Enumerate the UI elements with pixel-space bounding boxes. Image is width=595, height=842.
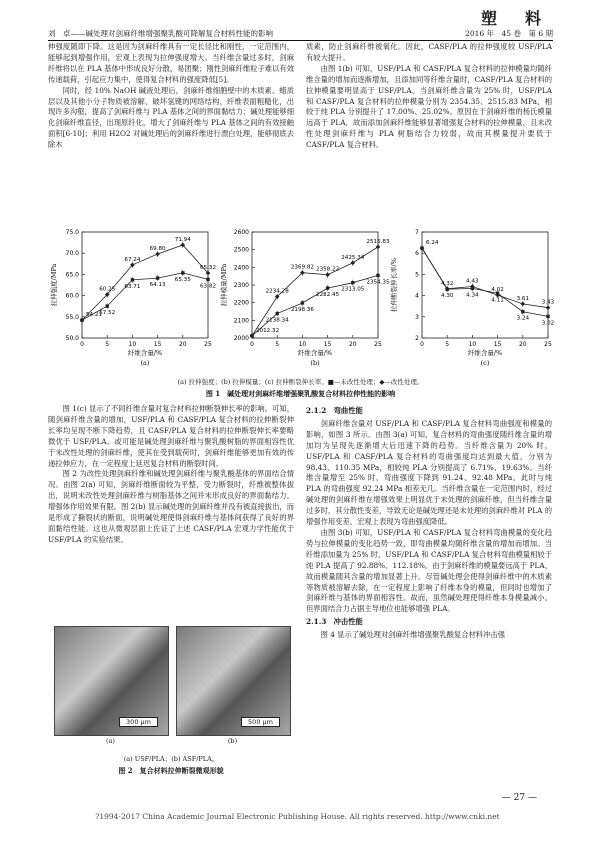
figure-1c (388, 226, 556, 376)
paragraph: 同时，经 10% NaOH 碱液处理后，剑麻纤维细胞壁中的木质素、蜡质层以及其他小分子物质被溶解，破坏氢键的网络结构，纤维表面粗糙化，出现许多沟壑，提高了剑麻纤维与 PLA 基体之间的界面黏结力；碱处理能够细化剑麻纤维直径，出现原纤化，增大了剑麻纤维与 PLA 基体之间的有效接触面积[6-10]；利用 H2O2 对碱处理后的剑麻纤维进行漂白处理，能够彻底去除木 (48, 85, 294, 150)
y-axis-label: 拉伸模量/MPa (220, 263, 228, 307)
plot-frame (82, 232, 208, 338)
scale-bar-a: 300 μm (119, 717, 158, 727)
data-point (156, 276, 159, 279)
x-tick-label: 5 (105, 341, 110, 348)
tensile-strength-chart (48, 226, 216, 376)
sem-sublabel-b: (b) (227, 737, 238, 745)
data-label: 4.02 (491, 287, 504, 294)
figure-1b (218, 226, 390, 376)
left-column-middle (48, 404, 294, 546)
y-tick-label: 55.0 (65, 313, 79, 321)
data-point (546, 315, 549, 318)
data-label: 63.82 (199, 283, 217, 290)
data-point (351, 281, 354, 284)
x-tick-label: 20 (348, 341, 357, 348)
data-point (155, 252, 160, 257)
y-tick-label: 3 (415, 313, 419, 321)
x-tick-label: 25 (544, 341, 552, 348)
x-tick-label: 20 (178, 341, 187, 348)
y-axis-label: 拉伸强度/MPa (50, 263, 58, 307)
y-tick-label: 2400 (233, 264, 249, 272)
tensile-modulus-chart (218, 226, 390, 376)
y-tick-label: 6 (415, 250, 419, 258)
figure-1a (48, 226, 216, 376)
data-label: 2358.22 (316, 266, 340, 273)
data-point (326, 286, 329, 289)
data-label: 65.35 (174, 276, 191, 283)
data-label: 54.21 (86, 312, 103, 319)
panel-label: (c) (480, 359, 490, 367)
data-label: 63.71 (124, 283, 141, 290)
data-point (546, 305, 551, 310)
running-header: 刘 卓——碱处理对剑麻纤维增强聚乳酸可降解复合材料性能的影响 (48, 29, 273, 38)
data-label: 3.61 (516, 295, 530, 302)
x-tick-label: 15 (323, 341, 332, 348)
x-tick-label: 25 (204, 341, 212, 348)
data-label: 2354.35 (366, 279, 390, 286)
x-tick-label: 10 (468, 341, 477, 348)
data-point (376, 274, 379, 277)
y-tick-label: 65.0 (65, 271, 79, 279)
y-tick-label: 2 (415, 335, 419, 342)
x-tick-label: 5 (275, 341, 280, 348)
copyright-footer: ?1994-2017 China Academic Journal Electronic Publishing House. All rights reserved. http://www.cnki.net (95, 812, 500, 821)
sem-image-b (176, 626, 291, 736)
header-rule (48, 40, 553, 41)
y-axis-label: 拉伸断裂伸长率/% (390, 258, 398, 312)
y-tick-label: 2600 (233, 229, 249, 236)
data-label: 57.52 (99, 310, 116, 317)
paragraph: 图 1(c) 显示了不同纤维含量对复合材料拉伸断裂伸长率的影响。可知，随剑麻纤维含量的增加，USF/PLA 和 CASF/PLA 复合材料的拉伸断裂伸长率均呈现不断下降趋势，且 CASF/PLA 复合材料的拉伸断裂伸长率要略微优于 USF/PLA。或可能是碱处理剑麻纤维与聚乳酸树脂的界面相容性优于未改性处理的剑麻纤维，使其在受到载荷时，剑麻纤维能够更加有效的传递拉伸应力，在一定程度上延迟复合材料的断裂时间。 (48, 404, 294, 468)
figure-1-legend: (a) 拉伸强度；(b) 拉伸模量；(c) 拉伸断裂伸长率。■—未改性处理；◆—改性处理。 (177, 378, 424, 386)
data-point (276, 312, 279, 315)
data-point (301, 301, 304, 304)
data-point (131, 278, 134, 281)
data-point (351, 261, 356, 266)
paragraph: 伸强度随即下降。这是因为剑麻纤维具有一定长径比和刚性，一定范围内，能够起到增强作用，宏观上表现为拉伸强度增大。当纤维含量过多时，剑麻纤维将以在 PLA 基体中形成良好分散，易团聚；刚性剑麻纤维粒子难以有效传递载荷，引起应力集中，使得复合材料的强度降低[5]。 (48, 42, 294, 84)
figure-2-legend: (a) USF/PLA；(b) ASF/PLA。 (123, 755, 219, 763)
data-label: 2138.34 (265, 317, 289, 324)
data-point (521, 302, 526, 307)
data-label: 64.13 (149, 282, 166, 289)
data-label: 2198.36 (290, 306, 314, 313)
y-tick-label: 60.0 (65, 292, 79, 300)
panel-label: (b) (310, 359, 320, 367)
data-label: 2425.34 (341, 254, 365, 261)
data-label: 3.43 (541, 299, 555, 306)
x-tick-label: 15 (493, 341, 502, 348)
figure-1-caption: 图 1 碱处理对剑麻纤维增强聚乳酸复合材料拉伸性能的影响 (205, 389, 396, 398)
data-point (521, 310, 524, 313)
x-axis-label: 纤维含量/% (467, 349, 503, 357)
issue-info: 2016 年 45 卷 第 6 期 (465, 29, 553, 38)
x-tick-label: 0 (420, 341, 424, 348)
x-axis-label: 纤维含量/% (127, 349, 163, 357)
x-tick-label: 20 (518, 341, 527, 348)
data-label: 2234.28 (265, 288, 289, 295)
journal-title: 塑 料 (480, 9, 547, 28)
data-label: 3.24 (516, 315, 530, 322)
series-line (252, 275, 378, 335)
paragraph: 由图 3(b) 可知，USF/PLA 和 CASF/PLA 复合材料弯曲模量的变化趋势与拉伸模量的变化趋势一致，即弯曲模量均随纤维含量的增加而增加。当纤维添加量为 25% 时，USF/PLA 和 CASF/PLA 复合材料弯曲模量相较于纯 PLA 提高了 92.88%、112.18%。由于剑麻纤维的模量要远高于 PLA，故而模量随其含量的增加显著上升。尽管碱处理会使得剑麻纤维中的木质素等物质被溶解去除，在一定程度上影响了纤维本身的模量，但同时也增加了剑麻纤维与基体的界面相容性。故而，虽然碱处理使得纤维本身模量减小，但界面结合力占据主导地位也能够增强 PLA。 (306, 527, 552, 614)
paragraph: 剑麻纤维含量对 USF/PLA 和 CASF/PLA 复合材料弯曲强度和模量的影响，如图 3 所示。由图 3(a) 可知，复合材料的弯曲强度随纤维含量的增加均为呈现先逐渐增大后迅速下降的趋势。当纤维含量为 20% 时，USF/PLA 和 CASF/PLA 复合材料的弯曲强度均达到最大值，分别为 98.43、110.35 MPa，相较纯 PLA 分别提高了 6.71%、19.63%。当纤维含量增至 25% 时，弯曲强度下降到 91.24、92.48 MPa，此时与纯 PLA 的弯曲强度 92.24 MPa 相差无几。当纤维含量在一定范围内时，经过碱处理的剑麻纤维在增强效果上明显优于未处理的剑麻纤维，但当纤维含量过多时，其分散性变差，导致无论是碱处理还是未处理的剑麻纤维对 PLA 的增强作用变差，宏观上表现为弯曲强度降低。 (306, 418, 552, 527)
figure-2-caption: 图 2 复合材料拉伸断裂微观形貌 (118, 766, 224, 775)
x-axis-label: 纤维含量/% (297, 349, 333, 357)
data-label: 69.80 (149, 246, 166, 253)
section-heading: 2.1.2 弯曲性能 (306, 406, 363, 415)
sem-sublabel-a: (a) (106, 737, 115, 745)
panel-label: (a) (140, 359, 150, 367)
data-label: 65.32 (199, 265, 217, 272)
y-tick-label: 7 (415, 229, 419, 236)
data-point (181, 271, 184, 274)
data-point (206, 278, 209, 281)
x-tick-label: 25 (374, 341, 382, 348)
data-label: 4.34 (466, 292, 479, 299)
x-tick-label: 15 (153, 341, 162, 348)
scale-bar-b: 500 μm (241, 717, 280, 727)
left-column-top (48, 42, 294, 151)
right-column-top (306, 42, 552, 151)
y-tick-label: 70.0 (65, 250, 79, 258)
paragraph: 图 2 为改性处理剑麻纤维和碱处理剑麻纤维与聚乳酸基体的界面结合情况。由图 2(a) 可知，剑麻纤维断面较为平整，受力断裂时，纤维被整体拔出，说明未改性处理剑麻纤维与树脂基体之间并未形成良好的界面黏结力，增强体作用效果有限。图 2(b) 显示碱处理的剑麻纤维并没有被直接拔出，而是形成了撕裂状的断面，说明碱处理使得剑麻纤维与基体间获得了良好的界面黏结性能。这也从微观层面上佐证了上述 CASF/PLA 宏观力学性能优于 USF/PLA 的实验结果。 (48, 469, 294, 544)
x-tick-label: 10 (128, 341, 137, 348)
data-label: 67.24 (124, 256, 141, 263)
x-tick-label: 10 (298, 341, 307, 348)
right-column-bottom (306, 404, 552, 641)
data-label: 71.94 (174, 236, 191, 243)
y-tick-label: 5 (415, 271, 419, 279)
x-tick-label: 0 (250, 341, 254, 348)
data-label: 2515.83 (366, 238, 390, 245)
data-label: 2313.05 (341, 286, 365, 293)
data-label: 2369.82 (290, 264, 314, 271)
data-point (106, 304, 109, 307)
y-tick-label: 50.0 (65, 335, 79, 342)
y-tick-label: 75.0 (65, 229, 79, 236)
paragraph: 质素，防止剑麻纤维被氧化。因此，CASF/PLA 的拉伸强度较 USF/PLA 有较大提升。 (306, 42, 552, 62)
paragraph: 由图 1(b) 可知，USF/PLA 和 CASF/PLA 复合材料的拉伸模量均随纤维含量的增加而逐渐增加，且添加同等纤维含量时，CASF/PLA 复合材料的拉伸模量要明显高于 USF/PLA。当剑麻纤维含量为 25% 时，USF/PLA 和 CASF/PLA 复合材料的拉伸模量分别为 2354.35、2515.83 MPa，相较于纯 PLA 分别提升了 17.00%、25.02%。原因在于剑麻纤维的杨氏模量远高于 PLA，故而添加剑麻纤维能够显著增强复合材料的拉伸模量，且未改性处理剑麻纤维与 PLA 树脂结合力较弱，故而其模量提升要低于 CASF/PLA 复合材料。 (306, 63, 552, 150)
data-label: 4.32 (440, 280, 454, 287)
x-tick-label: 5 (445, 341, 450, 348)
data-label: 4.43 (466, 278, 479, 285)
y-tick-label: 2300 (233, 282, 249, 289)
y-tick-label: 2000 (233, 335, 249, 342)
page-number: — 27 — (501, 793, 537, 803)
data-label: 3.02 (541, 320, 555, 327)
data-label: 4.30 (440, 293, 454, 300)
data-label: 6.24 (426, 240, 439, 247)
y-tick-label: 4 (415, 292, 419, 300)
sem-image-a (54, 626, 169, 736)
data-label: 60.25 (99, 286, 116, 293)
elongation-chart (388, 226, 556, 376)
data-label: 4.11 (491, 297, 504, 304)
data-point (376, 245, 381, 250)
data-point (325, 272, 330, 277)
y-tick-label: 2100 (233, 317, 249, 325)
y-tick-label: 2500 (233, 246, 249, 254)
x-tick-label: 0 (80, 341, 84, 348)
data-label: 2012.32 (256, 327, 280, 334)
section-heading: 2.1.3 冲击性能 (306, 617, 363, 627)
paragraph: 图 4 显示了碱处理对剑麻纤维增强聚乳酸复合材料冲击强 (320, 630, 505, 640)
y-tick-label: 2200 (233, 299, 249, 307)
data-label: 2282.45 (316, 292, 340, 299)
